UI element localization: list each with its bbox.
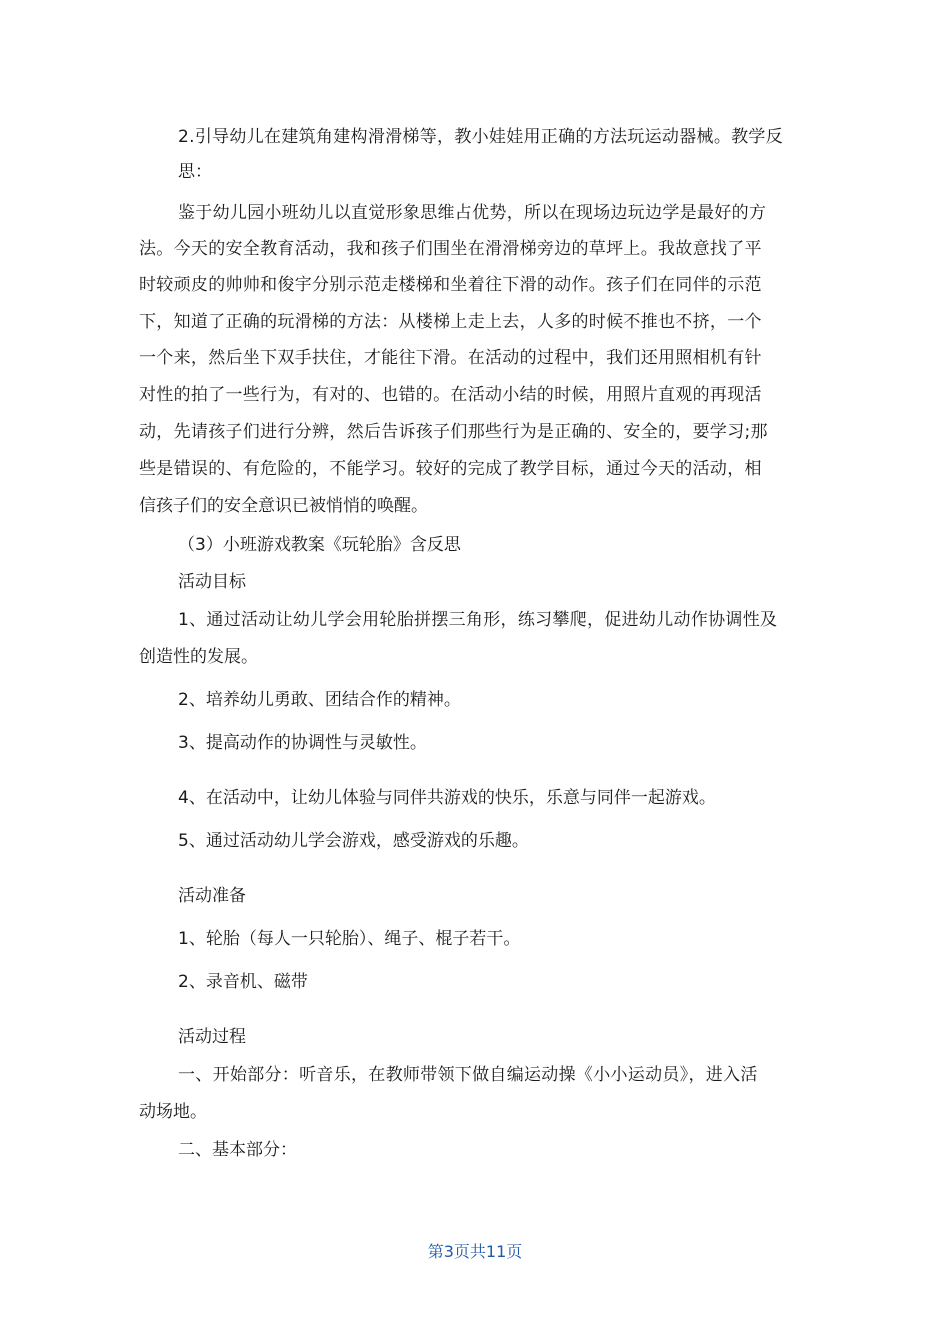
list-item: 5、通过活动幼儿学会游戏，感受游戏的乐趣。 <box>178 831 529 851</box>
list-item: 4、在活动中，让幼儿体验与同伴共游戏的快乐，乐意与同伴一起游戏。 <box>178 788 716 808</box>
page-number-footer: 第3页共11页 <box>427 1242 523 1261</box>
text-line: 鉴于幼儿园小班幼儿以直觉形象思维占优势，所以在现场边玩边学是最好的方 <box>178 203 767 223</box>
list-item: 2、录音机、磁带 <box>178 972 308 992</box>
text-line: 一个来，然后坐下双手扶住，才能往下滑。在活动的过程中，我们还用照相机有针 <box>139 348 762 368</box>
text-line: 对性的拍了一些行为，有对的、也错的。在活动小结的时候，用照片直观的再现活 <box>139 385 762 405</box>
text-line: 下，知道了正确的玩滑梯的方法：从楼梯上走上去，人多的时候不推也不挤，一个 <box>139 312 762 332</box>
text-line: 创造性的发展。 <box>139 647 258 667</box>
text-line: 动，先请孩子们进行分辨，然后告诉孩子们那些行为是正确的、安全的，要学习;那 <box>139 422 768 442</box>
section-heading: 活动准备 <box>178 886 246 906</box>
text-line: 动场地。 <box>139 1102 207 1122</box>
section-heading: （3）小班游戏教案《玩轮胎》含反思 <box>178 535 461 555</box>
text-line: 法。今天的安全教育活动，我和孩子们围坐在滑滑梯旁边的草坪上。我故意找了平 <box>139 239 762 259</box>
list-item: 2、培养幼儿勇敢、团结合作的精神。 <box>178 690 461 710</box>
text-line: 二、基本部分： <box>178 1140 297 1160</box>
list-item: 3、提高动作的协调性与灵敏性。 <box>178 733 427 753</box>
text-line: 2.引导幼儿在建筑角建构滑滑梯等，教小娃娃用正确的方法玩运动器械。教学反 <box>178 127 784 147</box>
section-heading: 活动目标 <box>178 572 246 592</box>
text-line: 思： <box>178 162 212 182</box>
list-item: 1、通过活动让幼儿学会用轮胎拼摆三角形，练习攀爬，促进幼儿动作协调性及 <box>178 610 778 630</box>
section-heading: 活动过程 <box>178 1027 246 1047</box>
list-item: 1、轮胎（每人一只轮胎）、绳子、棍子若干。 <box>178 929 521 949</box>
text-line: 一、开始部分：听音乐，在教师带领下做自编运动操《小小运动员》，进入活 <box>178 1065 758 1085</box>
text-line: 时较顽皮的帅帅和俊宇分别示范走楼梯和坐着往下滑的动作。孩子们在同伴的示范 <box>139 275 762 295</box>
text-line: 信孩子们的安全意识已被悄悄的唤醒。 <box>139 496 428 516</box>
text-line: 些是错误的、有危险的，不能学习。较好的完成了教学目标，通过今天的活动，相 <box>139 459 762 479</box>
